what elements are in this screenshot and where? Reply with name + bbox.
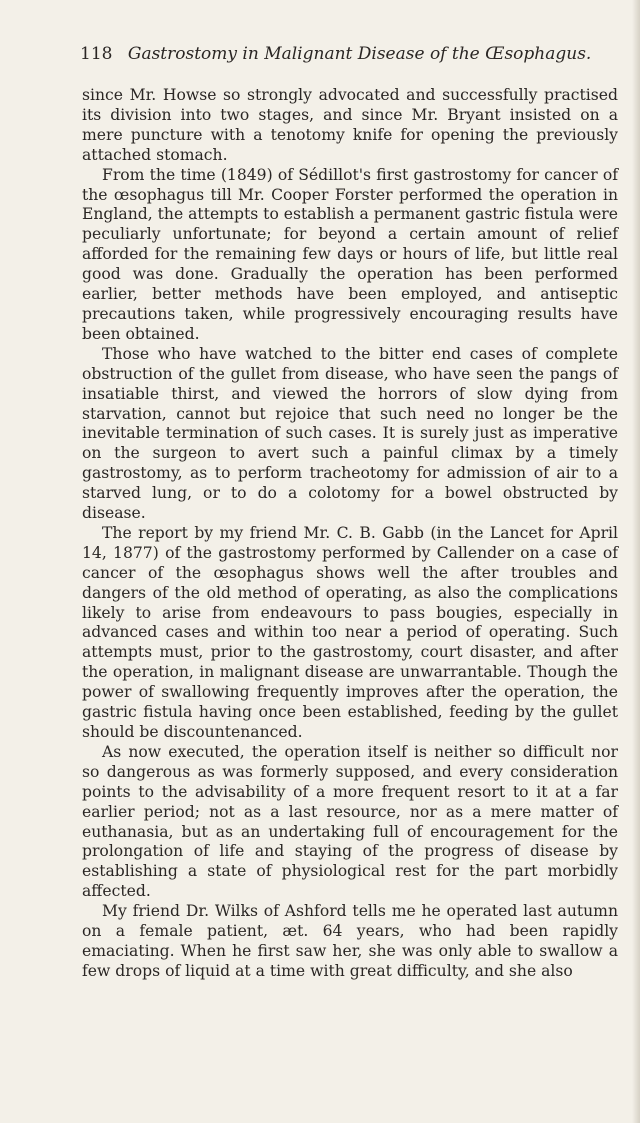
running-title: Gastrostomy in Malignant Disease of the Œsophagus. bbox=[127, 44, 592, 64]
page-edge-shadow bbox=[632, 0, 640, 1123]
paragraph: Those who have watched to the bitter end cases of complete obstruction of the gullet from disease, who have seen the pangs of insatiable thirst, and viewed the horrors of slow dying from starvation, cannot but rejoice that such need no longer be the inevitable termination of such cases. It is surely just as imperative on the surgeon to avert such a painful climax by a timely gastrostomy, as to perform tracheotomy for admission of air to a starved lung, or to do a colotomy for a bowel obstructed by disease. bbox=[82, 344, 618, 523]
page-number: 118 bbox=[80, 44, 113, 64]
paragraph: The report by my friend Mr. C. B. Gabb (in the Lancet for April 14, 1877) of the gastrostomy performed by Callender on a case of cancer of the œsophagus shows well the after troubles and dangers of the old method of operating, as also the complications likely to arise from endeavours to pass bougies, especially in advanced cases and within too near a period of operating. Such attempts must, prior to the gastrostomy, court disaster, and after the operation, in malignant disease are unwarrantable. Though the power of swallowing frequently improves after the operation, the gastric fistula having once been established, feeding by the gullet should be discountenanced. bbox=[82, 523, 618, 741]
paragraph: From the time (1849) of Sédillot's first gastrostomy for cancer of the œsophagus till Mr. Cooper Forster performed the operation in England, the attempts to establish a permanent gastric fistula were peculiarly unfortunate; for beyond a certain amount of relief afforded for the remaining few days or hours of life, but little real good was done. Gradually the operation has been performed earlier, better methods have been employed, and antiseptic precautions taken, while progressively encouraging results have been obtained. bbox=[82, 165, 618, 343]
paragraph: As now executed, the operation itself is neither so difficult nor so dangerous as was formerly supposed, and every consideration points to the advisability of a more frequent resort to it at a far earlier period; not as a last resource, nor as a mere matter of euthanasia, but as an undertaking full of encouragement for the prolongation of life and staying of the progress of disease by establishing a state of physiological rest for the part morbidly affected. bbox=[82, 742, 618, 901]
body-text bbox=[82, 86, 618, 982]
paragraph: since Mr. Howse so strongly advocated and successfully practised its division into two stages, and since Mr. Bryant insisted on a mere puncture with a tenotomy knife for opening the previously attached stomach. bbox=[82, 86, 618, 164]
paragraph: My friend Dr. Wilks of Ashford tells me he operated last autumn on a female patient, æt. 64 years, who had been rapidly emaciating. When he first saw her, she was only able to swallow a few drops of liquid at a time with great difficulty, and she also bbox=[82, 902, 618, 980]
page-header bbox=[80, 44, 620, 72]
